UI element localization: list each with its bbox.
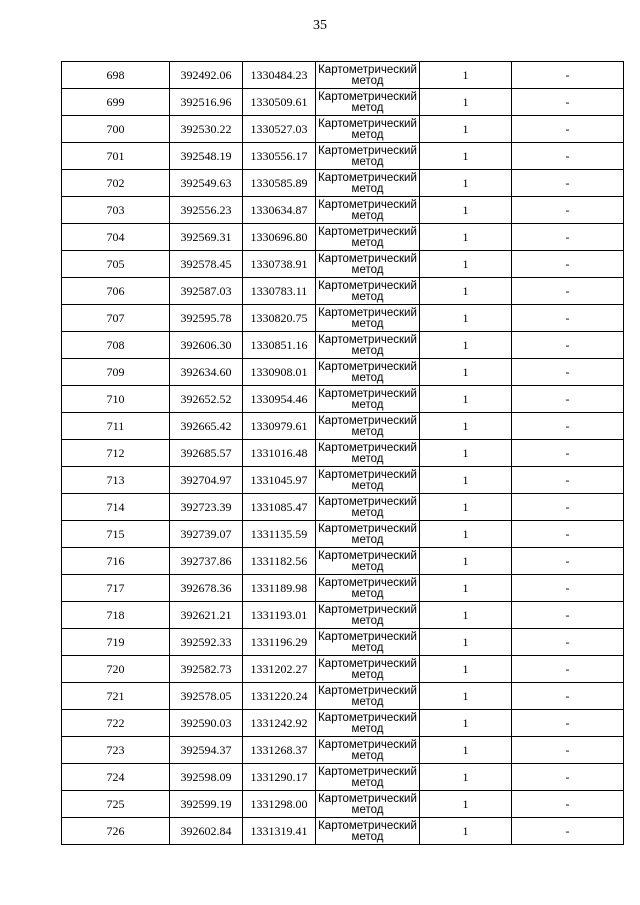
method-cell	[316, 386, 420, 413]
point-number-cell: 717	[62, 575, 170, 602]
x-coordinate-cell: 392606.30	[170, 332, 243, 359]
method-line-1: Картометрический	[318, 495, 417, 508]
point-number-cell: 707	[62, 305, 170, 332]
y-coordinate-cell: 1331189.98	[243, 575, 316, 602]
method-line-1: Картометрический	[318, 657, 417, 670]
table-row	[62, 413, 624, 440]
method-line-1: Картометрический	[318, 819, 417, 832]
method-line-2: метод	[351, 263, 384, 276]
note-cell: -	[512, 764, 624, 791]
table-row	[62, 737, 624, 764]
table-row	[62, 575, 624, 602]
x-coordinate-cell: 392569.31	[170, 224, 243, 251]
accuracy-cell: 1	[420, 197, 512, 224]
x-coordinate-cell: 392598.09	[170, 764, 243, 791]
method-line-1: Картометрический	[318, 144, 417, 157]
y-coordinate-cell: 1331085.47	[243, 494, 316, 521]
point-number-cell: 712	[62, 440, 170, 467]
note-cell: -	[512, 440, 624, 467]
method-line-2: метод	[351, 695, 384, 708]
y-coordinate-cell: 1330851.16	[243, 332, 316, 359]
x-coordinate-cell: 392548.19	[170, 143, 243, 170]
method-line-2: метод	[351, 776, 384, 789]
point-number-cell: 704	[62, 224, 170, 251]
method-cell	[316, 116, 420, 143]
method-cell	[316, 629, 420, 656]
accuracy-cell: 1	[420, 62, 512, 89]
method-cell	[316, 602, 420, 629]
method-cell	[316, 710, 420, 737]
accuracy-cell: 1	[420, 737, 512, 764]
method-line-1: Картометрический	[318, 765, 417, 778]
x-coordinate-cell: 392723.39	[170, 494, 243, 521]
method-cell	[316, 494, 420, 521]
note-cell: -	[512, 62, 624, 89]
method-line-2: метод	[351, 506, 384, 519]
point-number-cell: 718	[62, 602, 170, 629]
note-cell: -	[512, 89, 624, 116]
y-coordinate-cell: 1330696.80	[243, 224, 316, 251]
method-line-2: метод	[351, 452, 384, 465]
accuracy-cell: 1	[420, 656, 512, 683]
method-line-2: метод	[351, 749, 384, 762]
method-line-2: метод	[351, 182, 384, 195]
x-coordinate-cell: 392492.06	[170, 62, 243, 89]
method-line-1: Картометрический	[318, 360, 417, 373]
x-coordinate-cell: 392595.78	[170, 305, 243, 332]
y-coordinate-cell: 1331193.01	[243, 602, 316, 629]
note-cell: -	[512, 197, 624, 224]
note-cell: -	[512, 143, 624, 170]
x-coordinate-cell: 392737.86	[170, 548, 243, 575]
method-cell	[316, 224, 420, 251]
y-coordinate-cell: 1331319.41	[243, 818, 316, 845]
point-number-cell: 720	[62, 656, 170, 683]
table-row	[62, 197, 624, 224]
point-number-cell: 716	[62, 548, 170, 575]
method-line-1: Картометрический	[318, 252, 417, 265]
note-cell: -	[512, 737, 624, 764]
x-coordinate-cell: 392678.36	[170, 575, 243, 602]
x-coordinate-cell: 392582.73	[170, 656, 243, 683]
y-coordinate-cell: 1331045.97	[243, 467, 316, 494]
x-coordinate-cell: 392704.97	[170, 467, 243, 494]
point-number-cell: 710	[62, 386, 170, 413]
accuracy-cell: 1	[420, 143, 512, 170]
accuracy-cell: 1	[420, 89, 512, 116]
accuracy-cell: 1	[420, 332, 512, 359]
method-line-1: Картометрический	[318, 306, 417, 319]
point-number-cell: 713	[62, 467, 170, 494]
method-cell	[316, 467, 420, 494]
method-cell	[316, 521, 420, 548]
method-cell	[316, 818, 420, 845]
x-coordinate-cell: 392578.45	[170, 251, 243, 278]
point-number-cell: 698	[62, 62, 170, 89]
method-line-2: метод	[351, 614, 384, 627]
x-coordinate-cell: 392556.23	[170, 197, 243, 224]
note-cell: -	[512, 656, 624, 683]
y-coordinate-cell: 1331196.29	[243, 629, 316, 656]
y-coordinate-cell: 1330527.03	[243, 116, 316, 143]
method-line-1: Картометрический	[318, 198, 417, 211]
note-cell: -	[512, 521, 624, 548]
method-line-2: метод	[351, 128, 384, 141]
point-number-cell: 722	[62, 710, 170, 737]
method-cell	[316, 251, 420, 278]
method-cell	[316, 413, 420, 440]
y-coordinate-cell: 1330585.89	[243, 170, 316, 197]
table-row	[62, 602, 624, 629]
x-coordinate-cell: 392590.03	[170, 710, 243, 737]
point-number-cell: 709	[62, 359, 170, 386]
method-line-2: метод	[351, 398, 384, 411]
x-coordinate-cell: 392599.19	[170, 791, 243, 818]
point-number-cell: 705	[62, 251, 170, 278]
accuracy-cell: 1	[420, 440, 512, 467]
point-number-cell: 706	[62, 278, 170, 305]
method-line-2: метод	[351, 479, 384, 492]
note-cell: -	[512, 467, 624, 494]
accuracy-cell: 1	[420, 629, 512, 656]
accuracy-cell: 1	[420, 170, 512, 197]
x-coordinate-cell: 392634.60	[170, 359, 243, 386]
note-cell: -	[512, 494, 624, 521]
table-row	[62, 224, 624, 251]
table-row	[62, 710, 624, 737]
y-coordinate-cell: 1331242.92	[243, 710, 316, 737]
y-coordinate-cell: 1331220.24	[243, 683, 316, 710]
note-cell: -	[512, 359, 624, 386]
method-cell	[316, 197, 420, 224]
method-line-1: Картометрический	[318, 738, 417, 751]
x-coordinate-cell: 392530.22	[170, 116, 243, 143]
method-cell	[316, 305, 420, 332]
table-row	[62, 629, 624, 656]
y-coordinate-cell: 1330556.17	[243, 143, 316, 170]
point-number-cell: 724	[62, 764, 170, 791]
point-number-cell: 721	[62, 683, 170, 710]
point-number-cell: 711	[62, 413, 170, 440]
method-line-2: метод	[351, 74, 384, 87]
accuracy-cell: 1	[420, 602, 512, 629]
y-coordinate-cell: 1331016.48	[243, 440, 316, 467]
method-line-2: метод	[351, 533, 384, 546]
note-cell: -	[512, 791, 624, 818]
table-row	[62, 359, 624, 386]
accuracy-cell: 1	[420, 710, 512, 737]
method-line-2: метод	[351, 371, 384, 384]
y-coordinate-cell: 1331202.27	[243, 656, 316, 683]
method-line-2: метод	[351, 668, 384, 681]
accuracy-cell: 1	[420, 521, 512, 548]
note-cell: -	[512, 224, 624, 251]
note-cell: -	[512, 683, 624, 710]
x-coordinate-cell: 392594.37	[170, 737, 243, 764]
table-row	[62, 818, 624, 845]
method-cell	[316, 656, 420, 683]
method-line-1: Картометрический	[318, 630, 417, 643]
method-line-2: метод	[351, 830, 384, 843]
table-row	[62, 791, 624, 818]
table-row	[62, 440, 624, 467]
method-line-1: Картометрический	[318, 90, 417, 103]
table-row	[62, 170, 624, 197]
method-line-1: Картометрический	[318, 171, 417, 184]
table-row	[62, 62, 624, 89]
note-cell: -	[512, 305, 624, 332]
method-line-1: Картометрический	[318, 522, 417, 535]
table-row	[62, 251, 624, 278]
accuracy-cell: 1	[420, 791, 512, 818]
x-coordinate-cell: 392665.42	[170, 413, 243, 440]
point-number-cell: 714	[62, 494, 170, 521]
coordinates-table	[61, 61, 624, 845]
method-line-2: метод	[351, 803, 384, 816]
note-cell: -	[512, 170, 624, 197]
method-line-2: метод	[351, 155, 384, 168]
method-line-1: Картометрический	[318, 684, 417, 697]
accuracy-cell: 1	[420, 494, 512, 521]
note-cell: -	[512, 251, 624, 278]
y-coordinate-cell: 1330634.87	[243, 197, 316, 224]
y-coordinate-cell: 1330509.61	[243, 89, 316, 116]
note-cell: -	[512, 548, 624, 575]
method-line-2: метод	[351, 587, 384, 600]
method-line-2: метод	[351, 344, 384, 357]
table-row	[62, 332, 624, 359]
point-number-cell: 723	[62, 737, 170, 764]
method-cell	[316, 548, 420, 575]
note-cell: -	[512, 602, 624, 629]
table-row	[62, 89, 624, 116]
accuracy-cell: 1	[420, 683, 512, 710]
note-cell: -	[512, 575, 624, 602]
method-line-1: Картометрический	[318, 387, 417, 400]
table-row	[62, 521, 624, 548]
method-line-1: Картометрический	[318, 711, 417, 724]
method-line-1: Картометрический	[318, 441, 417, 454]
method-line-2: метод	[351, 236, 384, 249]
method-line-2: метод	[351, 290, 384, 303]
table-row	[62, 305, 624, 332]
note-cell: -	[512, 413, 624, 440]
point-number-cell: 699	[62, 89, 170, 116]
table-row	[62, 116, 624, 143]
accuracy-cell: 1	[420, 116, 512, 143]
method-line-2: метод	[351, 317, 384, 330]
y-coordinate-cell: 1331290.17	[243, 764, 316, 791]
method-line-1: Картометрический	[318, 549, 417, 562]
method-cell	[316, 440, 420, 467]
method-cell	[316, 89, 420, 116]
y-coordinate-cell: 1331298.00	[243, 791, 316, 818]
point-number-cell: 703	[62, 197, 170, 224]
point-number-cell: 715	[62, 521, 170, 548]
method-line-1: Картометрический	[318, 279, 417, 292]
x-coordinate-cell: 392602.84	[170, 818, 243, 845]
method-cell	[316, 764, 420, 791]
method-line-1: Картометрический	[318, 225, 417, 238]
x-coordinate-cell: 392652.52	[170, 386, 243, 413]
point-number-cell: 726	[62, 818, 170, 845]
table-row	[62, 386, 624, 413]
x-coordinate-cell: 392578.05	[170, 683, 243, 710]
accuracy-cell: 1	[420, 278, 512, 305]
y-coordinate-cell: 1330484.23	[243, 62, 316, 89]
point-number-cell: 701	[62, 143, 170, 170]
method-cell	[316, 683, 420, 710]
note-cell: -	[512, 629, 624, 656]
method-line-2: метод	[351, 101, 384, 114]
method-line-1: Картометрический	[318, 792, 417, 805]
point-number-cell: 700	[62, 116, 170, 143]
x-coordinate-cell: 392587.03	[170, 278, 243, 305]
accuracy-cell: 1	[420, 386, 512, 413]
accuracy-cell: 1	[420, 359, 512, 386]
method-cell	[316, 278, 420, 305]
y-coordinate-cell: 1330979.61	[243, 413, 316, 440]
method-cell	[316, 170, 420, 197]
method-cell	[316, 575, 420, 602]
method-cell	[316, 62, 420, 89]
accuracy-cell: 1	[420, 818, 512, 845]
x-coordinate-cell: 392621.21	[170, 602, 243, 629]
method-line-2: метод	[351, 560, 384, 573]
accuracy-cell: 1	[420, 251, 512, 278]
table-row	[62, 764, 624, 791]
page-number: 35	[313, 18, 327, 33]
y-coordinate-cell: 1330954.46	[243, 386, 316, 413]
table-row	[62, 467, 624, 494]
method-line-1: Картометрический	[318, 63, 417, 76]
method-line-2: метод	[351, 722, 384, 735]
note-cell: -	[512, 116, 624, 143]
y-coordinate-cell: 1330783.11	[243, 278, 316, 305]
table-row	[62, 143, 624, 170]
y-coordinate-cell: 1330738.91	[243, 251, 316, 278]
accuracy-cell: 1	[420, 224, 512, 251]
method-line-2: метод	[351, 209, 384, 222]
y-coordinate-cell: 1330908.01	[243, 359, 316, 386]
point-number-cell: 702	[62, 170, 170, 197]
table-row	[62, 548, 624, 575]
y-coordinate-cell: 1330820.75	[243, 305, 316, 332]
method-line-2: метод	[351, 425, 384, 438]
table-row	[62, 656, 624, 683]
method-line-1: Картометрический	[318, 414, 417, 427]
method-line-1: Картометрический	[318, 117, 417, 130]
method-cell	[316, 359, 420, 386]
point-number-cell: 719	[62, 629, 170, 656]
method-line-1: Картометрический	[318, 603, 417, 616]
table-row	[62, 278, 624, 305]
accuracy-cell: 1	[420, 764, 512, 791]
method-line-1: Картометрический	[318, 576, 417, 589]
accuracy-cell: 1	[420, 575, 512, 602]
method-cell	[316, 737, 420, 764]
accuracy-cell: 1	[420, 305, 512, 332]
y-coordinate-cell: 1331182.56	[243, 548, 316, 575]
note-cell: -	[512, 278, 624, 305]
table-row	[62, 494, 624, 521]
note-cell: -	[512, 710, 624, 737]
method-cell	[316, 791, 420, 818]
x-coordinate-cell: 392549.63	[170, 170, 243, 197]
accuracy-cell: 1	[420, 413, 512, 440]
x-coordinate-cell: 392739.07	[170, 521, 243, 548]
coordinates-table-body	[62, 62, 624, 845]
method-line-1: Картометрический	[318, 468, 417, 481]
note-cell: -	[512, 332, 624, 359]
method-line-1: Картометрический	[318, 333, 417, 346]
x-coordinate-cell: 392516.96	[170, 89, 243, 116]
method-cell	[316, 332, 420, 359]
method-cell	[316, 143, 420, 170]
note-cell: -	[512, 818, 624, 845]
point-number-cell: 708	[62, 332, 170, 359]
method-line-2: метод	[351, 641, 384, 654]
table-row	[62, 683, 624, 710]
accuracy-cell: 1	[420, 548, 512, 575]
accuracy-cell: 1	[420, 467, 512, 494]
point-number-cell: 725	[62, 791, 170, 818]
x-coordinate-cell: 392685.57	[170, 440, 243, 467]
note-cell: -	[512, 386, 624, 413]
x-coordinate-cell: 392592.33	[170, 629, 243, 656]
y-coordinate-cell: 1331135.59	[243, 521, 316, 548]
y-coordinate-cell: 1331268.37	[243, 737, 316, 764]
